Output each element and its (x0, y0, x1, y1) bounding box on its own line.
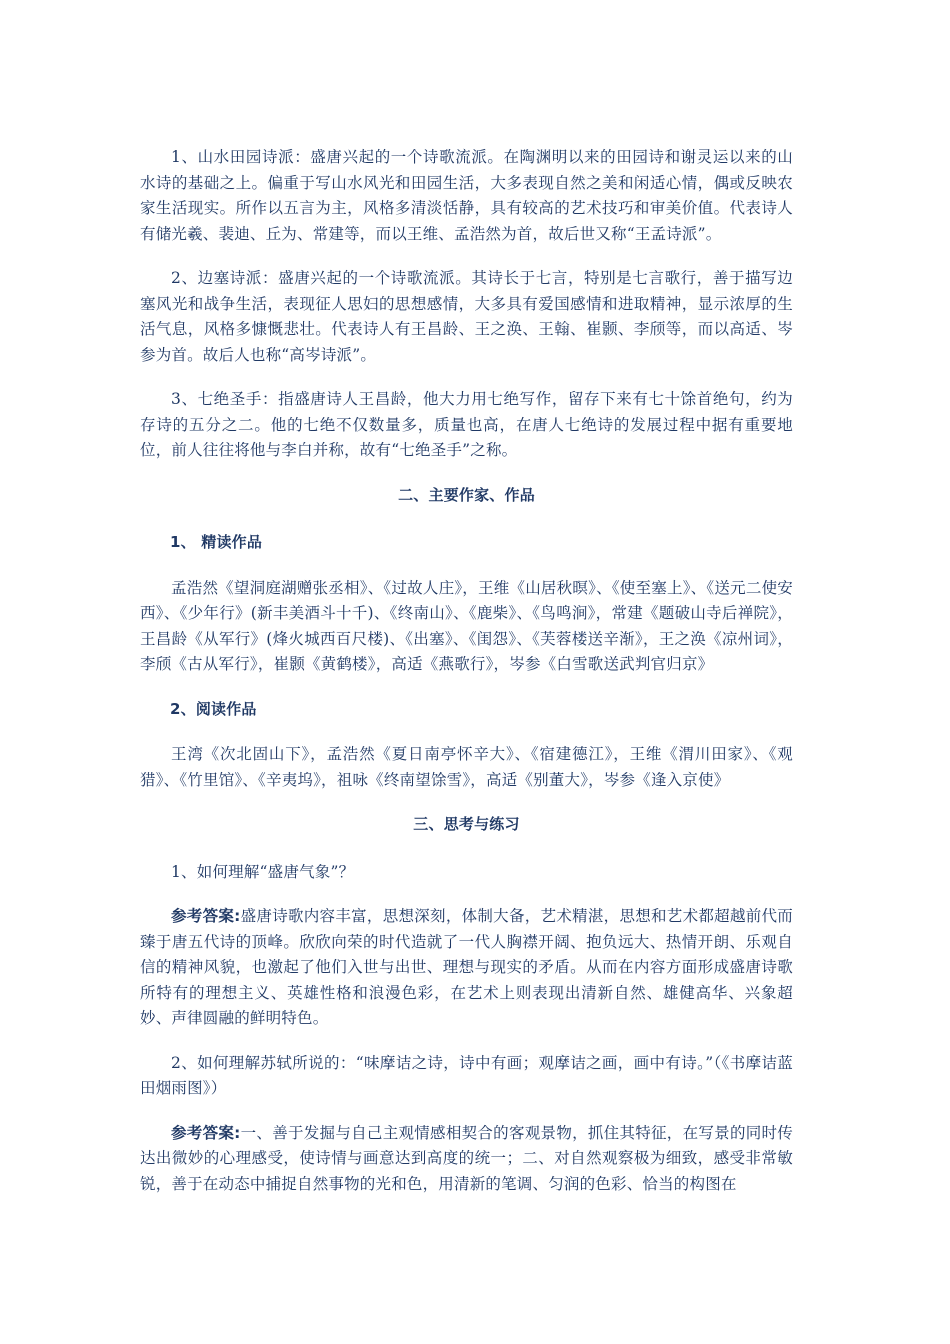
answer-text: 一、善于发掘与自己主观情感相契合的客观景物，抓住其特征，在写景的同时传达出微妙的心理感受，使诗情与画意达到高度的统一；二、对自然观察极为细致，感受非常敏锐，善于在动态中捕捉自然事物的光和色，用清新的笔调、匀润的色彩、恰当的构图在 (140, 1123, 793, 1193)
answer-text: 盛唐诗歌内容丰富，思想深刻，体制大备，艺术精湛，思想和艺术都超越前代而臻于唐五代诗的顶峰。欣欣向荣的时代造就了一代人胸襟开阔、抱负远大、热情开朗、乐观自信的精神风貌，也激起了他们入世与出世、理想与现实的矛盾。从而在内容方面形成盛唐诗歌所特有的理想主义、英雄性格和浪漫色彩，在艺术上则表现出清新自然、雄健高华、兴象超妙、声律圆融的鲜明特色。 (140, 907, 793, 1027)
section-heading-exercises: 三、思考与练习 (413, 815, 520, 833)
answer-1 (140, 904, 793, 1032)
document-body (140, 145, 793, 1216)
question-1: 1、如何理解“盛唐气象”？ (171, 862, 355, 881)
section-heading-authors-works: 二、主要作家、作品 (398, 485, 535, 504)
paragraph-shanshui-tianyuan: 1、山水田园诗派：盛唐兴起的一个诗歌流派。在陶渊明以来的田园诗和谢灵运以来的山水诗的基础之上。偏重于写山水风光和田园生活，大多表现自然之美和闲适心情，偶或反映农家生活现实。所作以五言为主，风格多清淡恬静，具有较高的艺术技巧和审美价值。代表诗人有储光羲、裴迪、丘为、常建等，而以王维、孟浩然为首，故后世又称“王孟诗派”。 (140, 148, 793, 243)
question-2: 2、如何理解苏轼所说的：“味摩诘之诗，诗中有画；观摩诘之画，画中有诗。”（《书摩诘蓝田烟雨图》） (140, 1053, 793, 1097)
paragraph-biansai: 2、边塞诗派：盛唐兴起的一个诗歌流派。其诗长于七言，特别是七言歌行，善于描写边塞风光和战争生活，表现征人思妇的思想感情，大多具有爱国感情和进取精神，显示浓厚的生活气息，风格多慷慨悲壮。代表诗人有王昌龄、王之涣、王翰、崔颢、李颀等，而以高适、岑参为首。故后人也称“高岑诗派”。 (140, 269, 793, 364)
answer-label: 参考答案: (171, 907, 241, 925)
paragraph-reading-works: 王湾《次北固山下》，孟浩然《夏日南亭怀辛大》、《宿建德江》，王维《渭川田家》、《观猎》、《竹里馆》、《辛夷坞》，祖咏《终南望馀雪》，高适《别董大》，岑参《逢入京使》 (140, 745, 793, 789)
subheading-intensive-reading: 1、 精读作品 (170, 533, 263, 551)
answer-label: 参考答案: (171, 1123, 241, 1142)
paragraph-intensive-works: 孟浩然《望洞庭湖赠张丞相》、《过故人庄》，王维《山居秋暝》、《使至塞上》、《送元二使安西》、《少年行》(新丰美酒斗十千)、《终南山》、《鹿柴》、《鸟鸣涧》，常建《题破山寺后禅院》，王昌龄《从军行》(烽火城西百尺楼)、《出塞》、《闺怨》、《芙蓉楼送辛渐》，王之涣《凉州词》，李颀《古从军行》，崔颢《黄鹤楼》，高适《燕歌行》，岑参《白雪歌送武判官归京》 (140, 578, 793, 673)
answer-2 (140, 1121, 793, 1198)
subheading-reading: 2、阅读作品 (170, 699, 257, 718)
paragraph-qijue-shengshou: 3、七绝圣手：指盛唐诗人王昌龄，他大力用七绝写作，留存下来有七十馀首绝句，约为存诗的五分之二。他的七绝不仅数量多，质量也高，在唐人七绝诗的发展过程中据有重要地位，前人往往将他与李白并称，故有“七绝圣手”之称。 (140, 390, 793, 459)
